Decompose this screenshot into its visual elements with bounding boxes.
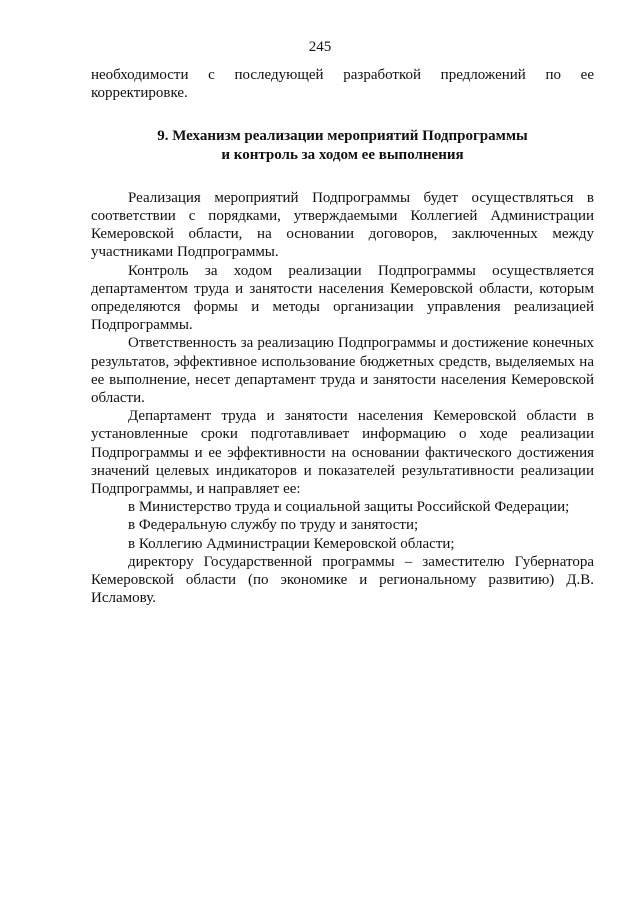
page-number: 245 bbox=[308, 39, 332, 55]
intro-paragraph: необходимости с последующей разработкой предложений по ее корректировке. bbox=[91, 67, 594, 102]
document-body bbox=[91, 66, 594, 607]
paragraph-control: Контроль за ходом реализации Подпрограммы осуществляется департаментом труда и занятости населения Кемеровской области, которым определяются формы и методы организации управления реализацией Подпрограммы. bbox=[91, 262, 594, 334]
section-heading-line-1: 9. Механизм реализации мероприятий Подпрограммы bbox=[157, 128, 528, 145]
list-item-ministry: в Министерство труда и социальной защиты Российской Федерации; bbox=[128, 499, 570, 516]
section-heading bbox=[91, 127, 594, 163]
paragraph-responsibility: Ответственность за реализацию Подпрограммы и достижение конечных результатов, эффективное использование бюджетных средств, выделяемых на ее выполнение, несет департамент труда и занятости населения Кемеровской области. bbox=[91, 335, 594, 407]
list-item-federal-service: в Федеральную службу по труду и занятости; bbox=[128, 517, 419, 534]
section-heading-line-2: и контроль за ходом ее выполнения bbox=[221, 146, 464, 163]
list-item-collegium: в Коллегию Администрации Кемеровской области; bbox=[128, 535, 455, 552]
list-item-director: директору Государственной программы – заместителю Губернатора Кемеровской области (по экономике и региональному развитию) Д.В. Исламову. bbox=[91, 553, 594, 607]
paragraph-implementation: Реализация мероприятий Подпрограммы будет осуществляться в соответствии с порядками, утверждаемыми Коллегией Администрации Кемеровской области, на основании договоров, заключенных между участниками Подпрограммы. bbox=[91, 189, 594, 261]
paragraph-reporting: Департамент труда и занятости населения Кемеровской области в установленные сроки подготавливает информацию о ходе реализации Подпрограммы и ее эффективности на основании фактического достижения значений целевых индикаторов и показателей результативности реализации Подпрограммы, и направляет ее: bbox=[91, 408, 594, 498]
